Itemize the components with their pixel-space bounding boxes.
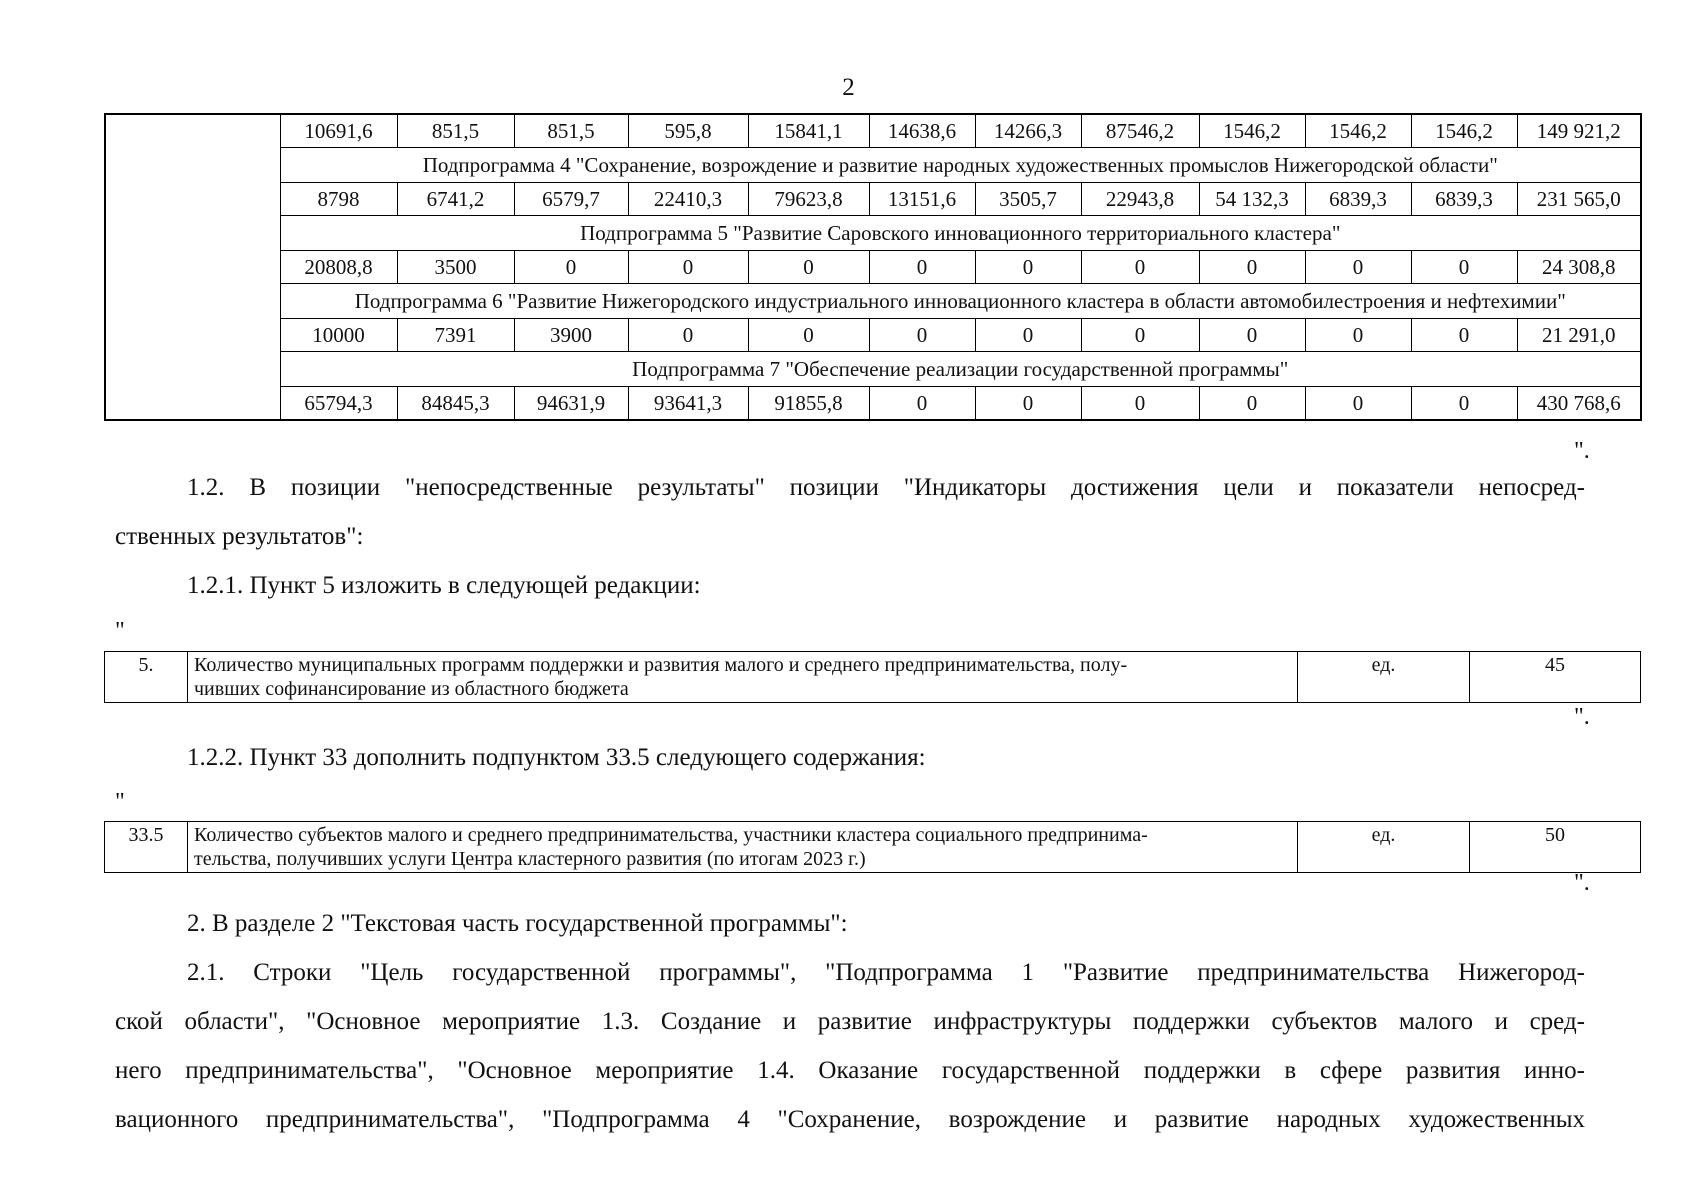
- indicator-value: 50: [1470, 822, 1641, 873]
- closing-quote: ".: [1574, 704, 1590, 730]
- funding-cell: 14638,6: [869, 114, 975, 148]
- funding-cell: 10000: [280, 319, 397, 352]
- funding-cell: 0: [1081, 251, 1199, 284]
- paragraph-2-1: [115, 948, 1585, 1144]
- funding-cell: 6839,3: [1305, 183, 1411, 216]
- paragraph-line: 1.2.1. Пункт 5 изложить в следующей редакции:: [187, 572, 701, 599]
- funding-cell: 0: [869, 319, 975, 352]
- indicator-text: [188, 652, 1298, 703]
- funding-cell: 65794,3: [280, 387, 397, 421]
- indicator-text-line: Количество субъектов малого и среднего предпринимательства, участники кластера социального предпринима-: [194, 824, 1148, 846]
- page-number: 2: [842, 74, 855, 101]
- paragraph-line: 2. В разделе 2 "Текстовая часть государственной программы":: [187, 910, 848, 937]
- paragraph-line: ственных результатов":: [115, 523, 364, 550]
- indicator-table-33-5: [104, 821, 1641, 873]
- paragraph-line: 2.1. Строки "Цель государственной программы", "Подпрограмма 1 "Развитие предпринимательства Нижегород-: [187, 959, 1585, 986]
- indicator-unit: ед.: [1298, 652, 1470, 703]
- funding-cell: 1546,2: [1305, 114, 1411, 148]
- indicator-table-5: [104, 651, 1641, 703]
- funding-cell: 79623,8: [748, 183, 869, 216]
- funding-cell: 22943,8: [1081, 183, 1199, 216]
- funding-cell: 0: [1411, 387, 1517, 421]
- funding-cell: 0: [1411, 319, 1517, 352]
- paragraph-line: 1.2. В позиции "непосредственные результаты" позиции "Индикаторы достижения цели и показатели непосред-: [187, 474, 1585, 501]
- funding-cell: 0: [1081, 387, 1199, 421]
- funding-cell: 7391: [397, 319, 514, 352]
- funding-cell: 0: [869, 251, 975, 284]
- funding-cell: 0: [975, 319, 1081, 352]
- funding-cell: 0: [869, 387, 975, 421]
- funding-cell: 0: [1305, 387, 1411, 421]
- funding-cell: 0: [1305, 251, 1411, 284]
- subprogram-title-row: [105, 284, 1641, 319]
- subprogram-values-row: [105, 387, 1641, 421]
- funding-cell: 1546,2: [1411, 114, 1517, 148]
- funding-cell: 0: [1199, 251, 1305, 284]
- subprogram-title-row: [105, 352, 1641, 387]
- indicator-text-line: тельства, получивших услуги Центра кластерного развития (по итогам 2023 г.): [194, 848, 866, 870]
- paragraph-line: него предпринимательства", "Основное мероприятие 1.4. Оказание государственной поддержки в сфере развития инно-: [115, 1057, 1585, 1084]
- opening-quote: ": [115, 789, 125, 815]
- indicator-row: [105, 822, 1641, 873]
- indicator-unit: ед.: [1298, 822, 1470, 873]
- paragraph-2: [115, 899, 1585, 948]
- funding-cell: 84845,3: [397, 387, 514, 421]
- funding-cell: 0: [1411, 251, 1517, 284]
- funding-cell: 0: [748, 251, 869, 284]
- funding-cell: 0: [1081, 319, 1199, 352]
- indicator-text-line: Количество муниципальных программ поддержки и развития малого и среднего предпринимательства, полу-: [194, 654, 1128, 676]
- subprogram-title-row: [105, 148, 1641, 183]
- funding-cell: 14266,3: [975, 114, 1081, 148]
- closing-quote: ".: [1574, 438, 1590, 464]
- subprogram-values-row: [105, 319, 1641, 352]
- subprogram-values-row: [105, 183, 1641, 216]
- funding-cell: 20808,8: [280, 251, 397, 284]
- indicator-row: [105, 652, 1641, 703]
- paragraph-line: вационного предпринимательства", "Подпрограмма 4 "Сохранение, возрождение и развитие народных художественных: [115, 1106, 1585, 1133]
- funding-cell: 87546,2: [1081, 114, 1199, 148]
- funding-cell: 0: [975, 251, 1081, 284]
- funding-table: [104, 113, 1642, 421]
- funding-cell: 94631,9: [514, 387, 628, 421]
- funding-cell: 21 291,0: [1517, 319, 1641, 352]
- funding-cell: 6741,2: [397, 183, 514, 216]
- funding-cell: 91855,8: [748, 387, 869, 421]
- funding-cell: 8798: [280, 183, 397, 216]
- funding-cell: 0: [1305, 319, 1411, 352]
- funding-cell: 0: [514, 251, 628, 284]
- funding-cell: 595,8: [628, 114, 748, 148]
- paragraph-1-2: [115, 463, 1585, 561]
- subprogram-title: Подпрограмма 6 "Развитие Нижегородского индустриального инновационного кластера в области автомобилестроения и нефтехимии": [280, 284, 1641, 319]
- paragraph-line: ской области", "Основное мероприятие 1.3. Создание и развитие инфраструктуры поддержки субъектов малого и сред-: [115, 1008, 1585, 1035]
- funding-cell: 93641,3: [628, 387, 748, 421]
- paragraph-1-2-1: [115, 561, 1585, 610]
- paragraph-line: 1.2.2. Пункт 33 дополнить подпунктом 33.5 следующего содержания:: [187, 744, 926, 771]
- funding-cell: 1546,2: [1199, 114, 1305, 148]
- funding-cell: 13151,6: [869, 183, 975, 216]
- funding-cell: 24 308,8: [1517, 251, 1641, 284]
- indicator-text-line: чивших софинансирование из областного бюджета: [194, 678, 629, 700]
- funding-cell: 3505,7: [975, 183, 1081, 216]
- closing-quote: ".: [1574, 870, 1590, 896]
- funding-cell: 6579,7: [514, 183, 628, 216]
- funding-cell: 0: [1199, 387, 1305, 421]
- funding-cell: 3500: [397, 251, 514, 284]
- funding-cell: 0: [748, 319, 869, 352]
- indicator-text: [188, 822, 1298, 873]
- opening-quote: ": [115, 618, 125, 644]
- funding-cell: 3900: [514, 319, 628, 352]
- subprogram-title: Подпрограмма 4 "Сохранение, возрождение и развитие народных художественных промыслов Нижегородской области": [280, 148, 1641, 183]
- funding-cell: 231 565,0: [1517, 183, 1641, 216]
- funding-cell: 0: [628, 251, 748, 284]
- funding-cell: 0: [975, 387, 1081, 421]
- subprogram-title-row: [105, 216, 1641, 251]
- funding-cell: 0: [628, 319, 748, 352]
- subprogram-title: Подпрограмма 5 "Развитие Саровского инновационного территориального кластера": [280, 216, 1641, 251]
- funding-cell: 15841,1: [748, 114, 869, 148]
- funding-cell: 851,5: [397, 114, 514, 148]
- funding-cell: 430 768,6: [1517, 387, 1641, 421]
- subprogram-values-row: [105, 251, 1641, 284]
- funding-cell: 10691,6: [280, 114, 397, 148]
- funding-cell: 851,5: [514, 114, 628, 148]
- subprogram-title: Подпрограмма 7 "Обеспечение реализации государственной программы": [280, 352, 1641, 387]
- indicator-number: 5.: [105, 652, 188, 703]
- funding-cell: 149 921,2: [1517, 114, 1641, 148]
- indicator-number: 33.5: [105, 822, 188, 873]
- funding-cell: 6839,3: [1411, 183, 1517, 216]
- funding-cell: 54 132,3: [1199, 183, 1305, 216]
- funding-row-first: [105, 114, 1641, 148]
- funding-left-blank-cell: [105, 114, 280, 420]
- funding-cell: 22410,3: [628, 183, 748, 216]
- indicator-value: 45: [1470, 652, 1641, 703]
- funding-cell: 0: [1199, 319, 1305, 352]
- paragraph-1-2-2: [115, 733, 1585, 782]
